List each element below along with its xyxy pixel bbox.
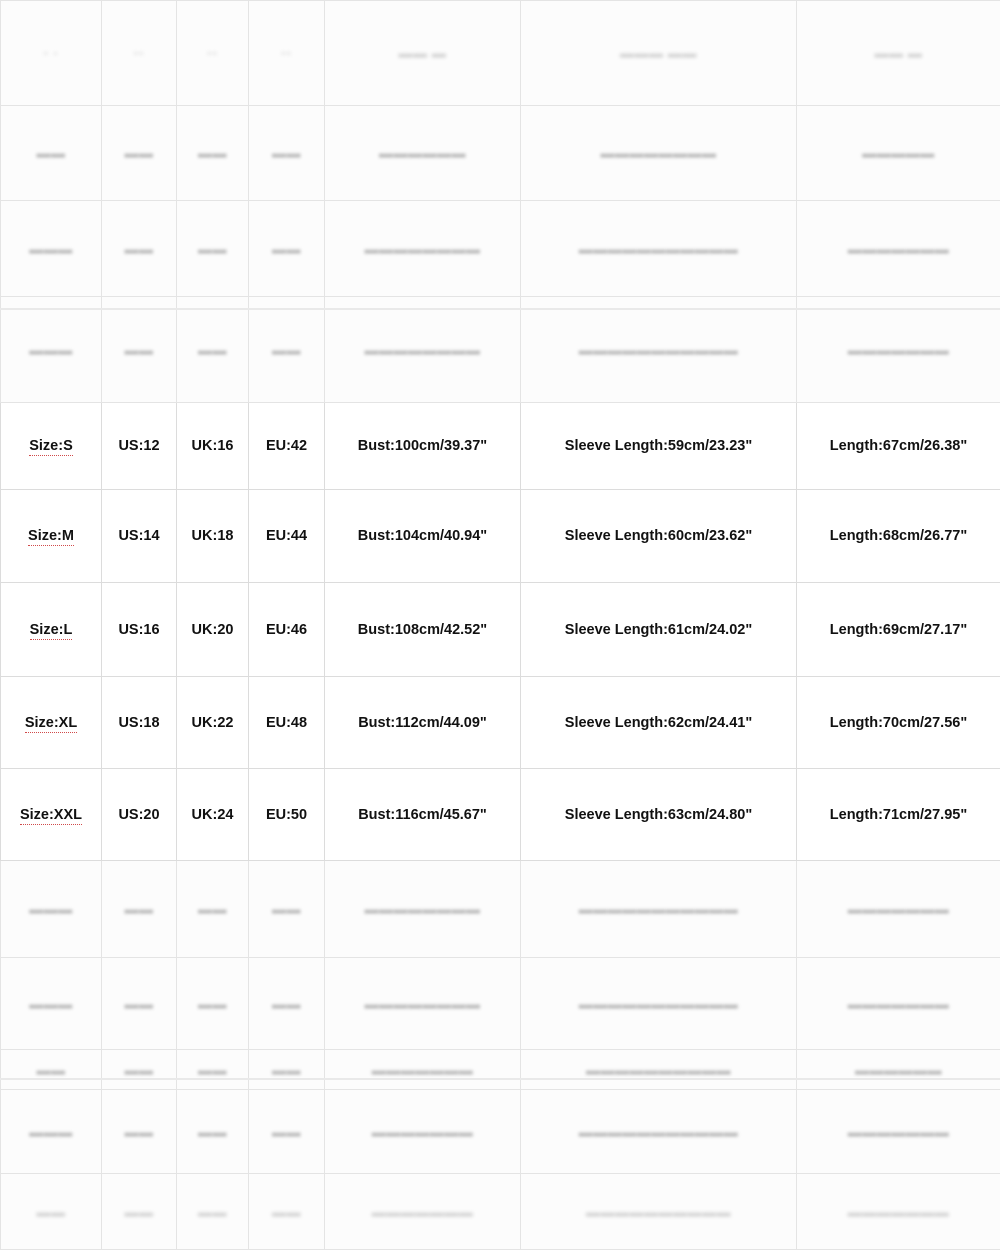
eu-size-cell: EU:48 [249, 677, 325, 769]
sleeve-length-cell: Sleeve Length:60cm/23.62" [521, 490, 797, 583]
length-cell: Length:68cm/26.77" [797, 490, 1000, 583]
length-cell: Length:69cm/27.17" [797, 583, 1000, 677]
bust-cell: Bust:116cm/45.67" [325, 769, 521, 861]
size-row-s [1, 403, 1000, 490]
blurred-row: ▬▬▬ ▬▬ ▬▬ ▬▬ ▬▬▬▬▬▬▬▬ ▬▬▬▬▬▬▬▬▬▬▬ ▬▬▬▬▬▬▬ [1, 861, 1000, 958]
size-cell: Size:S [1, 403, 102, 490]
size-cell: Size:XL [1, 677, 102, 769]
sleeve-length-cell: Sleeve Length:59cm/23.23" [521, 403, 797, 490]
sleeve-length-cell: Sleeve Length:62cm/24.41" [521, 677, 797, 769]
photo-seam [0, 1078, 1000, 1080]
blurred-row: ▬▬▬ ▬▬ ▬▬ ▬▬ ▬▬▬▬▬▬▬▬ ▬▬▬▬▬▬▬▬▬▬▬ ▬▬▬▬▬▬▬ [1, 958, 1000, 1050]
bust-cell: Bust:112cm/44.09" [325, 677, 521, 769]
us-size-cell: US:16 [102, 583, 177, 677]
uk-size-cell: UK:16 [177, 403, 249, 490]
us-size-cell: US:18 [102, 677, 177, 769]
us-size-cell: US:14 [102, 490, 177, 583]
blurred-row: ▬▬▬ ▬▬ ▬▬ ▬▬ ▬▬▬▬▬▬▬▬ ▬▬▬▬▬▬▬▬▬▬▬ ▬▬▬▬▬▬▬ [1, 297, 1000, 403]
blurred-row: ▬▬ ▬▬ ▬▬ ▬▬ ▬▬▬▬▬▬▬ ▬▬▬▬▬▬▬▬▬▬ ▬▬▬▬▬▬ [1, 1050, 1000, 1090]
eu-size-cell: EU:50 [249, 769, 325, 861]
bust-cell: Bust:104cm/40.94" [325, 490, 521, 583]
length-cell: Length:70cm/27.56" [797, 677, 1000, 769]
us-size-cell: US:12 [102, 403, 177, 490]
blurred-row: ▬▬▬ ▬▬ ▬▬ ▬▬ ▬▬▬▬▬▬▬ ▬▬▬▬▬▬▬▬▬▬▬ ▬▬▬▬▬▬▬ [1, 1090, 1000, 1174]
size-row-xl [1, 677, 1000, 769]
sleeve-length-cell: Sleeve Length:63cm/24.80" [521, 769, 797, 861]
size-cell: Size:XXL [1, 769, 102, 861]
uk-size-cell: UK:24 [177, 769, 249, 861]
uk-size-cell: UK:22 [177, 677, 249, 769]
uk-size-cell: UK:18 [177, 490, 249, 583]
size-row-m [1, 490, 1000, 583]
sleeve-length-cell: Sleeve Length:61cm/24.02" [521, 583, 797, 677]
bust-cell: Bust:100cm/39.37" [325, 403, 521, 490]
us-size-cell: US:20 [102, 769, 177, 861]
photo-seam [0, 308, 1000, 310]
length-cell: Length:67cm/26.38" [797, 403, 1000, 490]
size-row-l [1, 583, 1000, 677]
eu-size-cell: EU:46 [249, 583, 325, 677]
uk-size-cell: UK:20 [177, 583, 249, 677]
eu-size-cell: EU:44 [249, 490, 325, 583]
bust-cell: Bust:108cm/42.52" [325, 583, 521, 677]
eu-size-cell: EU:42 [249, 403, 325, 490]
length-cell: Length:71cm/27.95" [797, 769, 1000, 861]
blurred-row: ▬▬ ▬▬ ▬▬ ▬▬ ▬▬▬▬▬▬▬ ▬▬▬▬▬▬▬▬▬▬ ▬▬▬▬▬▬▬ [1, 1174, 1000, 1250]
blurred-row: ▬▬ ▬▬ ▬▬ ▬▬ ▬▬▬▬▬▬ ▬▬▬▬▬▬▬▬ ▬▬▬▬▬ [1, 106, 1000, 201]
blurred-row: ▫ ◦ ▫▫ ▫▫ ▫▫ ▬▬ ▬ ▬▬▬ ▬▬ ▬▬ ▬ [1, 1, 1000, 106]
blurred-row: ▬▬▬ ▬▬ ▬▬ ▬▬ ▬▬▬▬▬▬▬▬ ▬▬▬▬▬▬▬▬▬▬▬ ▬▬▬▬▬▬▬ [1, 201, 1000, 297]
size-cell: Size:M [1, 490, 102, 583]
size-cell: Size:L [1, 583, 102, 677]
size-row-xxl [1, 769, 1000, 861]
